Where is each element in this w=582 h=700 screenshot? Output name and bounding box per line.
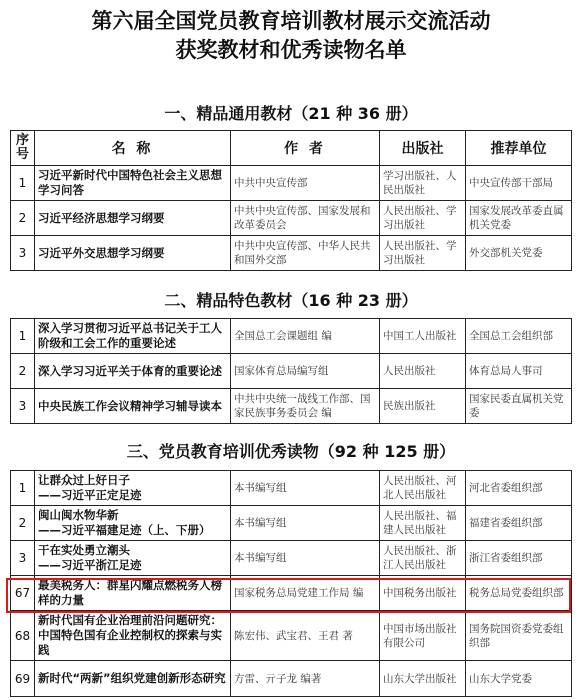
row-index: 3 xyxy=(11,389,35,424)
table-row xyxy=(11,319,572,354)
row-name: 干在实处勇立潮头 ——习近平浙江足迹 xyxy=(35,541,231,576)
section-heading-2: 二、精品特色教材（16 种 23 册） xyxy=(164,291,418,310)
header-index: 序号 xyxy=(11,131,35,166)
row-unit: 中央宣传部干部局 xyxy=(466,166,572,201)
header-author: 作 者 xyxy=(231,131,380,166)
row-unit: 福建省委组织部 xyxy=(466,506,572,541)
row-author: 国家体育总局编写组 xyxy=(231,354,380,389)
row-author: 中共中央统一战线工作部、国家民族事务委员会 编 xyxy=(231,389,380,424)
row-author: 中共中央宣传部、中华人民共和国外交部 xyxy=(231,236,380,271)
row-publisher: 人民出版社、浙江人民出版社 xyxy=(380,541,466,576)
row-name: 习近平新时代中国特色社会主义思想学习问答 xyxy=(35,166,231,201)
section-heading-1: 一、精品通用教材（21 种 36 册） xyxy=(164,104,418,123)
table-row xyxy=(11,661,572,697)
row-index: 68 xyxy=(11,611,35,661)
header-name: 名 称 xyxy=(35,131,231,166)
row-index: 1 xyxy=(11,319,35,354)
table-row xyxy=(11,236,572,271)
row-publisher: 人民出版社、学习出版社 xyxy=(380,201,466,236)
row-unit: 国务院国资委党委组织部 xyxy=(466,611,572,661)
row-index: 3 xyxy=(11,236,35,271)
section-heading-3: 三、党员教育培训优秀读物（92 种 125 册） xyxy=(126,442,456,461)
row-unit: 外交部机关党委 xyxy=(466,236,572,271)
row-index: 3 xyxy=(11,541,35,576)
row-unit: 全国总工会组织部 xyxy=(466,319,572,354)
table-row-highlighted xyxy=(11,576,572,611)
row-author: 方雷、亓子龙 编著 xyxy=(231,661,380,697)
table-row xyxy=(11,166,572,201)
row-author: 陈宏伟、武宝君、王君 著 xyxy=(231,611,380,661)
row-name: 让群众过上好日子 ——习近平正定足迹 xyxy=(35,471,231,506)
row-index: 2 xyxy=(11,506,35,541)
row-index: 69 xyxy=(11,661,35,697)
row-author: 全国总工会课题组 编 xyxy=(231,319,380,354)
table-row xyxy=(11,506,572,541)
row-index: 1 xyxy=(11,166,35,201)
row-publisher: 人民出版社、学习出版社 xyxy=(380,236,466,271)
row-author: 国家税务总局党建工作局 编 xyxy=(231,576,380,611)
row-unit: 国家民委直属机关党委 xyxy=(466,389,572,424)
row-publisher: 山东大学出版社 xyxy=(380,661,466,697)
row-index: 2 xyxy=(11,201,35,236)
table-row xyxy=(11,541,572,576)
row-author: 本书编写组 xyxy=(231,471,380,506)
row-publisher: 中国工人出版社 xyxy=(380,319,466,354)
document-title-line2: 获奖教材和优秀读物名单 xyxy=(175,38,407,62)
row-unit: 国家发展改革委直属机关党委 xyxy=(466,201,572,236)
row-unit: 体育总局人事司 xyxy=(466,354,572,389)
row-publisher: 人民出版社、福建人民出版社 xyxy=(380,506,466,541)
row-author: 本书编写组 xyxy=(231,506,380,541)
row-unit: 河北省委组织部 xyxy=(466,471,572,506)
row-name: 新时代国有企业治理前沿问题研究：中国特色国有企业控制权的探索与实践 xyxy=(35,611,231,661)
table-section-2 xyxy=(10,318,572,424)
row-index: 67 xyxy=(11,576,35,611)
row-unit: 税务总局党委组织部 xyxy=(466,576,572,611)
row-publisher: 人民出版社 xyxy=(380,354,466,389)
row-name: 闽山闽水物华新 ——习近平福建足迹（上、下册） xyxy=(35,506,231,541)
row-index: 1 xyxy=(11,471,35,506)
row-name: 习近平经济思想学习纲要 xyxy=(35,201,231,236)
header-publisher: 出版社 xyxy=(380,131,466,166)
row-name: 新时代“两新”组织党建创新形态研究 xyxy=(35,661,231,697)
row-author: 中共中央宣传部 xyxy=(231,166,380,201)
row-author: 中共中央宣传部、国家发展和改革委员会 xyxy=(231,201,380,236)
table-section-3 xyxy=(10,470,572,697)
row-index: 2 xyxy=(11,354,35,389)
document-title-line1: 第六届全国党员教育培训教材展示交流活动 xyxy=(91,9,491,33)
row-publisher: 人民出版社、河北人民出版社 xyxy=(380,471,466,506)
row-name: 中央民族工作会议精神学习辅导读本 xyxy=(35,389,231,424)
row-publisher: 学习出版社、人民出版社 xyxy=(380,166,466,201)
row-unit: 山东大学党委 xyxy=(466,661,572,697)
row-publisher: 民族出版社 xyxy=(380,389,466,424)
row-author: 本书编写组 xyxy=(231,541,380,576)
table-section-1 xyxy=(10,130,572,271)
table-row xyxy=(11,389,572,424)
row-name: 习近平外交思想学习纲要 xyxy=(35,236,231,271)
row-name: 深入学习贯彻习近平总书记关于工人阶级和工会工作的重要论述 xyxy=(35,319,231,354)
table-row xyxy=(11,201,572,236)
row-name: 最美税务人：群星闪耀点燃税务人榜样的力量 xyxy=(35,576,231,611)
table-header-row xyxy=(11,131,572,166)
cropped-edge xyxy=(0,424,582,438)
row-unit: 浙江省委组织部 xyxy=(466,541,572,576)
header-unit: 推荐单位 xyxy=(466,131,572,166)
table-row xyxy=(11,611,572,661)
row-name: 深入学习习近平关于体育的重要论述 xyxy=(35,354,231,389)
table-row xyxy=(11,354,572,389)
row-publisher: 中国市场出版社有限公司 xyxy=(380,611,466,661)
table-row xyxy=(11,471,572,506)
row-publisher: 中国税务出版社 xyxy=(380,576,466,611)
